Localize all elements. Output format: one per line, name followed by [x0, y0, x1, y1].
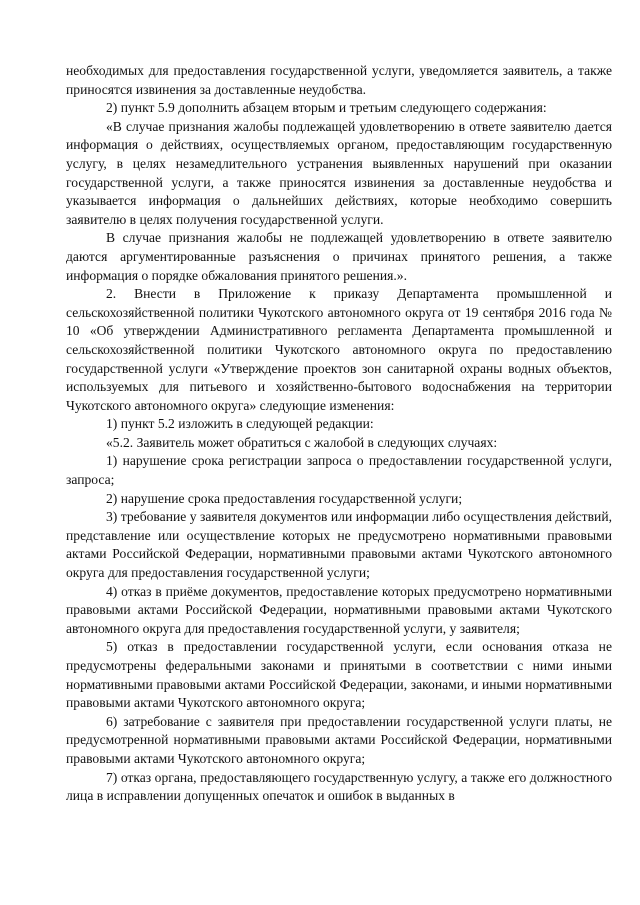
paragraph: 2. Внести в Приложение к приказу Департамента промышленной и сельскохозяйственной политики Чукотского автономного округа от 19 сентября 2016 года № 10 «Об утверждении Административного регламента Департамента промышленной и сельскохозяйственной политики Чукотского автономного округа по предоставлению государственной услуги «Утверждение проектов зон санитарной охраны водных объектов, используемых для питьевого и хозяйственно-бытового водоснабжения на территории Чукотского автономного округа» следующие изменения: [66, 286, 612, 413]
paragraph: 1) нарушение срока регистрации запроса о предоставлении государственной услуги, запроса; [66, 453, 612, 488]
paragraph: 7) отказ органа, предоставляющего государственную услугу, а также его должностного лица в исправлении допущенных опечаток и ошибок в выданных в [66, 769, 612, 804]
paragraph: В случае признания жалобы не подлежащей удовлетворению в ответе заявителю даются аргументированные разъяснения о причинах принятого решения, а также информация о порядке обжалования принятого решения.». [66, 230, 612, 283]
paragraph: 5) отказ в предоставлении государственной услуги, если основания отказа не предусмотрены федеральными законами и принятыми в соответствии с ними иными нормативными правовыми актами Российской Федерации, законами, и иными нормативными правовыми актами Чукотского автономного округа; [66, 639, 612, 711]
paragraph: 6) затребование с заявителя при предоставлении государственной услуги платы, не предусмотренной нормативными правовыми актами Российской Федерации, нормативными правовыми актами Чукотского автономного округа; [66, 713, 612, 766]
paragraph: 3) требование у заявителя документов или информации либо осуществления действий, представление или осуществление которых не предусмотрено нормативными правовыми актами Российской Федерации, нормативными правовыми актами Чукотского автономного округа для предоставления государственной услуги; [66, 509, 612, 581]
paragraph: 4) отказ в приёме документов, предоставление которых предусмотрено нормативными правовыми актами Российской Федерации, нормативными правовыми актами Чукотского автономного округа для предоставления государственной услуги, у заявителя; [66, 583, 612, 636]
paragraph: «5.2. Заявитель может обратиться с жалобой в следующих случаях: [106, 434, 498, 450]
paragraph: 2) нарушение срока предоставления государственной услуги; [106, 490, 463, 506]
paragraph: 2) пункт 5.9 дополнить абзацем вторым и третьим следующего содержания: [106, 100, 547, 116]
document-page [66, 62, 612, 806]
paragraph: необходимых для предоставления государственной услуги, уведомляется заявитель, а также приносятся извинения за доставленные неудобства. [66, 63, 612, 97]
paragraph: 1) пункт 5.2 изложить в следующей редакции: [106, 416, 374, 432]
paragraph: «В случае признания жалобы подлежащей удовлетворению в ответе заявителю дается информация о действиях, осуществляемых органом, предоставляющим государственную услугу, в целях незамедлительного устранения выявленных нарушений при оказании государственной услуги, а также приносятся извинения за доставленные неудобства и указывается информация о дальнейших действиях, которые необходимо совершить заявителю в целях получения государственной услуги. [66, 118, 612, 227]
